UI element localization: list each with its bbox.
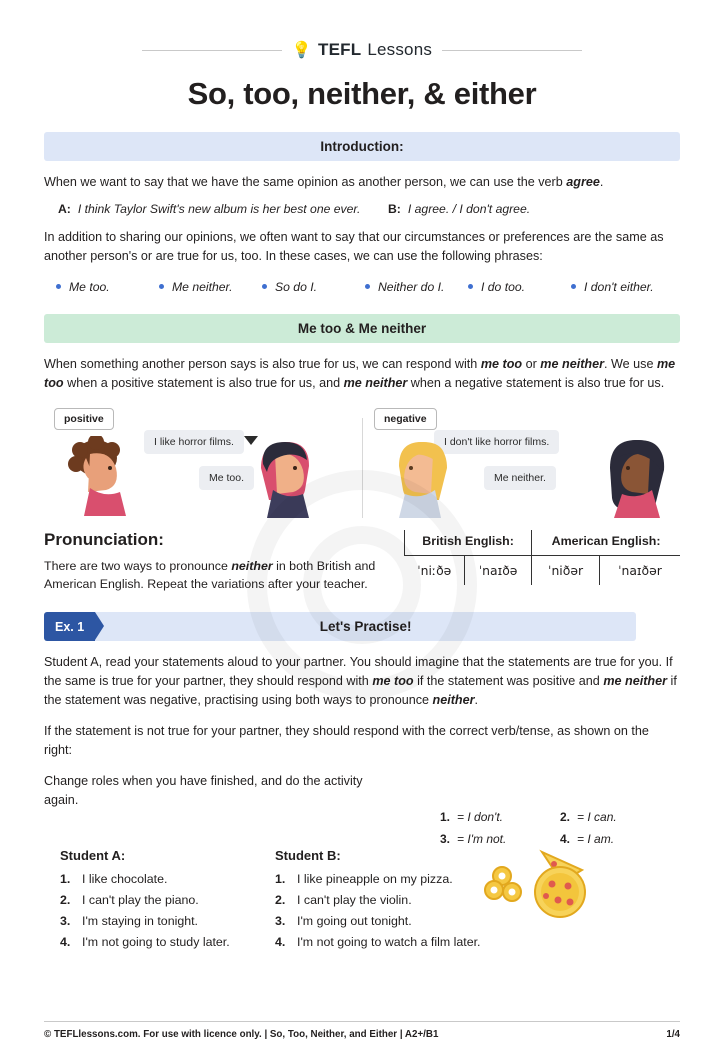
student-b-list (275, 872, 490, 949)
pizza-pineapple-icon (480, 846, 600, 926)
bullet-dot-icon (365, 284, 370, 289)
exercise-header (44, 612, 680, 641)
metoo-em-3: me too (44, 356, 676, 390)
worksheet-page (0, 40, 724, 1064)
item-text: I'm going out tonight. (297, 913, 412, 928)
bullet-dot-icon (571, 284, 576, 289)
item-number: 1. (275, 871, 286, 886)
dialogue-b-label: B: (388, 201, 401, 216)
practise-p1-em3: neither (432, 693, 475, 708)
item-text: I'm not going to study later. (82, 934, 230, 949)
answer-value: = I can. (577, 810, 617, 824)
ipa-american-1: ˈniðər (532, 556, 600, 586)
answer-value: = I'm not. (457, 832, 507, 846)
item-text: I like chocolate. (82, 871, 168, 886)
practise-p1-em1: me too (372, 674, 414, 689)
intro-p1-emphasis: agree (566, 175, 600, 189)
avatar-person-2 (249, 438, 319, 518)
item-number: 2. (275, 892, 286, 907)
list-item (262, 280, 365, 294)
dialogue-b-text: I agree. / I don't agree. (407, 201, 531, 216)
bullet-dot-icon (262, 284, 267, 289)
list-item (159, 280, 262, 294)
list-item (60, 893, 275, 907)
bullet-label: I don't either. (584, 279, 654, 294)
answer-number: 4. (560, 832, 571, 846)
metoo-em-1: me too (480, 356, 523, 371)
section-heading-metoo: Me too & Me neither (44, 314, 680, 343)
item-number: 3. (275, 913, 286, 928)
metoo-text-2: or (522, 356, 541, 371)
intro-p1-part-b: . (599, 175, 604, 189)
exercise-number-badge: Ex. 1 (44, 612, 95, 641)
pron-text-em: neither (231, 559, 273, 574)
practise-paragraph-2: If the statement is not true for your partner, they should respond with the correct verb/tense, as shown on the right: (44, 724, 649, 757)
item-text: I can't play the piano. (82, 892, 199, 907)
list-item (571, 280, 674, 294)
dialogue-a-text: I think Taylor Swift's new album is her best one ever. (77, 201, 361, 216)
item-text: I can't play the violin. (297, 892, 412, 907)
practise-p1-d: . (474, 693, 479, 708)
speech-bubble-right-1: I don't like horror films. (434, 430, 559, 454)
table-row (405, 556, 681, 586)
student-task-columns (60, 848, 680, 956)
tag-negative: negative (374, 408, 437, 430)
practise-paragraph-3: Change roles when you have finished, and do the activity again. (44, 773, 363, 807)
practise-p1-c: if the statement was negative, practising using both ways to pronounce (44, 674, 677, 708)
metoo-text-4: when a positive statement is also true for us, and (63, 375, 344, 390)
answer-number: 2. (560, 810, 571, 824)
page-number: 1/4 (666, 1029, 680, 1040)
table-header-british: British English: (405, 530, 532, 556)
conversation-illustration (44, 408, 680, 520)
item-number: 2. (60, 892, 71, 907)
bullet-label: Neither do I. (378, 279, 445, 294)
pronunciation-section (44, 530, 680, 594)
ipa-british-1: ˈniːðə (417, 563, 452, 579)
metoo-text-5: when a negative statement is also true for us. (407, 375, 665, 390)
practise-paragraph-1 (44, 653, 680, 710)
bullet-dot-icon (56, 284, 61, 289)
illustration-divider (362, 418, 363, 518)
table-header-row (405, 530, 681, 556)
brand-word-2: Lessons (367, 40, 433, 59)
avatar-person-3 (389, 438, 459, 518)
list-item (468, 280, 571, 294)
bullet-label: So do I. (275, 279, 318, 294)
item-number: 1. (60, 871, 71, 886)
speech-bubble-left-1: I like horror films. (144, 430, 244, 454)
answer-item (440, 810, 560, 824)
brand-word-1: TEFL (318, 40, 362, 59)
student-b-column (275, 848, 490, 956)
practise-p1-b: if the statement was positive and (413, 674, 604, 689)
footer-divider (44, 1021, 680, 1022)
answer-item (560, 810, 680, 824)
speech-bubble-left-2: Me too. (199, 466, 254, 490)
list-item (60, 914, 275, 928)
brand-logo (292, 40, 432, 60)
ipa-british-2: ˈnaɪðə (464, 556, 531, 586)
table-header-american: American English: (532, 530, 680, 556)
item-number: 4. (60, 934, 71, 949)
list-item (275, 872, 490, 886)
list-item (60, 872, 275, 886)
student-a-list (60, 872, 275, 949)
bullet-label: Me too. (69, 279, 110, 294)
list-item (275, 914, 490, 928)
answer-value: = I am. (577, 832, 615, 846)
metoo-em-2: me neither (540, 356, 604, 371)
lightbulb-icon: 💡 (291, 42, 313, 59)
pron-text-b: in both British and American English. Repeat the variations after your teacher. (44, 559, 376, 592)
pronunciation-text-block (44, 530, 404, 594)
pron-text-a: There are two ways to pronounce (44, 559, 232, 574)
pronunciation-heading: Pronunciation: (44, 530, 164, 550)
metoo-text-1: When something another person says is also true for us, we can respond with (44, 356, 481, 371)
header-rule-right (442, 50, 582, 51)
student-a-heading: Student A: (60, 847, 126, 863)
student-b-heading: Student B: (275, 847, 341, 863)
tag-positive: positive (54, 408, 114, 430)
answer-number: 3. (440, 832, 451, 846)
bullet-dot-icon (159, 284, 164, 289)
avatar-person-1 (66, 436, 136, 516)
answer-item (440, 832, 560, 846)
header-rule-left (142, 50, 282, 51)
list-item (365, 280, 468, 294)
practise-p1-em2: me neither (603, 674, 668, 689)
bullet-label: Me neither. (172, 279, 233, 294)
answer-value: = I don't. (457, 810, 504, 824)
ipa-american-2: ˈnaɪðər (599, 556, 680, 586)
introduction-paragraph-1 (44, 173, 680, 192)
item-text: I'm not going to watch a film later. (297, 934, 481, 949)
pronunciation-table (404, 530, 680, 585)
dialogue-a (58, 202, 388, 216)
page-footer (44, 1029, 680, 1040)
answer-row (440, 810, 680, 824)
avatar-person-4 (604, 436, 676, 518)
dialogue-row (58, 202, 680, 216)
item-text: I'm staying in tonight. (82, 913, 199, 928)
footer-copyright: © TEFLlessons.com. For use with licence only. | So, Too, Neither, and Either | A2+/B1 (44, 1029, 439, 1040)
metoo-paragraph (44, 355, 680, 393)
list-item (275, 893, 490, 907)
metoo-em-4: me neither (343, 375, 408, 390)
section-heading-practise: Let's Practise! (95, 612, 636, 641)
phrase-bullet-list (56, 280, 680, 294)
list-item (60, 935, 275, 949)
answer-item (560, 832, 680, 846)
bullet-label: I do too. (481, 279, 526, 294)
answer-row (440, 832, 680, 846)
section-heading-introduction: Introduction: (44, 132, 680, 161)
practise-p1-a: Student A, read your statements aloud to your partner. You should imagine that the statements are true for you. If the same is true for your partner, they should respond with (44, 655, 673, 689)
page-title: So, too, neither, & either (187, 76, 537, 111)
student-a-column (60, 848, 275, 956)
food-illustration (490, 848, 610, 956)
dialogue-a-label: A: (58, 201, 71, 216)
pronunciation-paragraph (44, 558, 404, 594)
metoo-text-3: . We use (604, 356, 657, 371)
item-text: I like pineapple on my pizza. (297, 871, 453, 886)
answer-number: 1. (440, 810, 451, 824)
speech-bubble-right-2: Me neither. (484, 466, 556, 490)
bullet-dot-icon (468, 284, 473, 289)
list-item (56, 280, 159, 294)
list-item (275, 935, 490, 949)
brand-header (0, 40, 724, 60)
dialogue-b (388, 202, 530, 216)
item-number: 3. (60, 913, 71, 928)
intro-p1-part-a: When we want to say that we have the same opinion as another person, we can use the verb (44, 175, 567, 189)
item-number: 4. (275, 934, 286, 949)
introduction-paragraph-2: In addition to sharing our opinions, we often want to say that our circumstances or preferences are the same as another person's or are true for us, too. In these cases, we can use the following phrases: (44, 229, 664, 263)
